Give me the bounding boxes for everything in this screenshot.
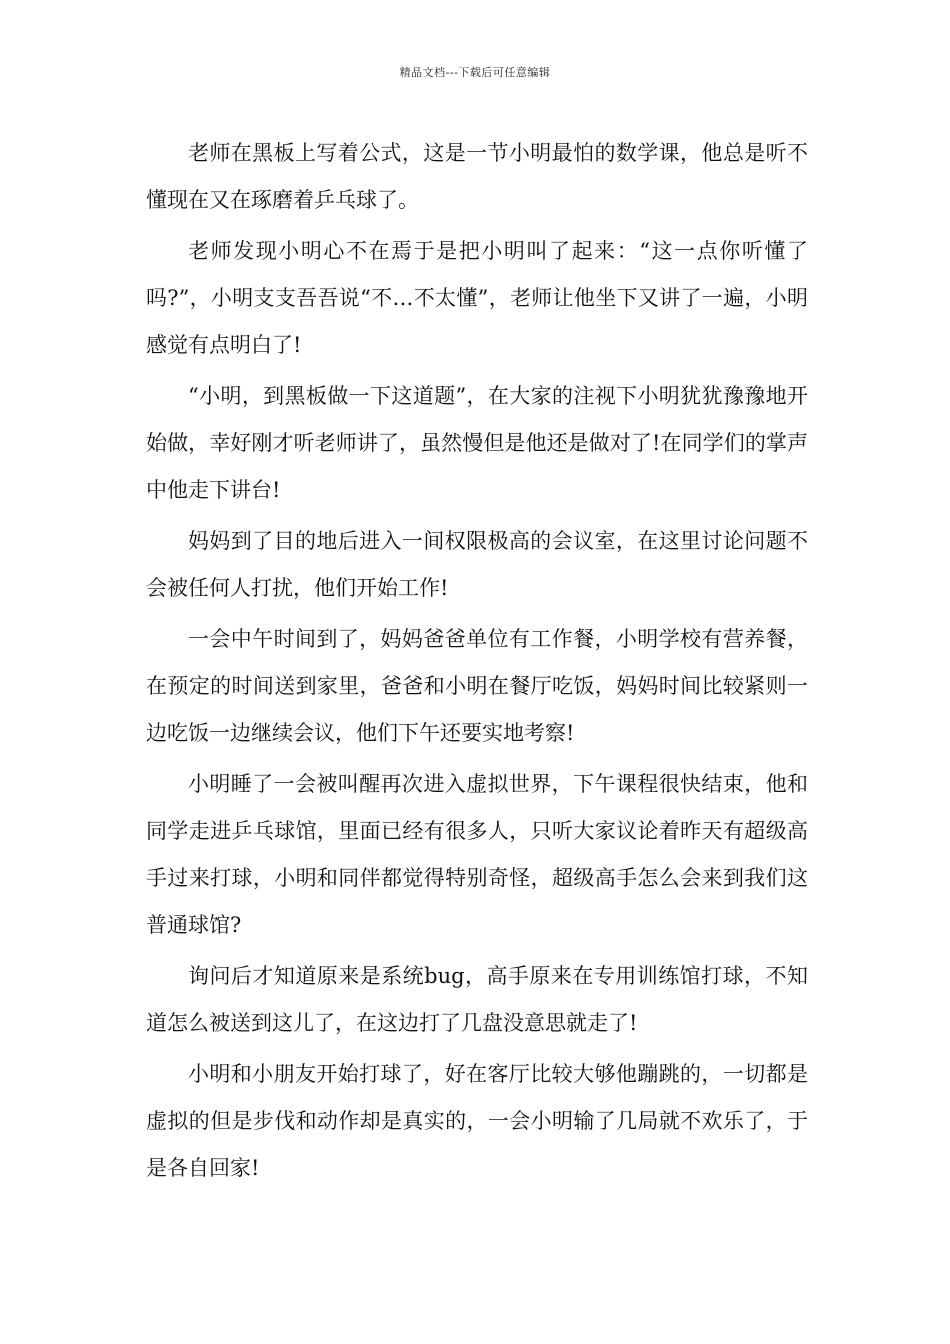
paragraph: 老师在黑板上写着公式，这是一节小明最怕的数学课，他总是听不懂现在又在琢磨着乒乓球了。	[146, 141, 808, 212]
paragraph: “小明，到黑板做一下这道题”，在大家的注视下小明犹犹豫豫地开始做，幸好刚才听老师讲了，虽然慢但是他还是做对了!在同学们的掌声中他走下讲台!	[146, 384, 808, 502]
paragraph: 询问后才知道原来是系统bug，高手原来在专用训练馆打球，不知道怎么被送到这儿了，在这边打了几盘没意思就走了!	[146, 964, 808, 1035]
page-header: 精品文档---下载后可任意编辑	[399, 66, 551, 79]
paragraph: 妈妈到了目的地后进入一间权限极高的会议室，在这里讨论问题不会被任何人打扰，他们开始工作!	[146, 529, 808, 600]
document-body	[146, 130, 808, 1196]
paragraph: 老师发现小明心不在焉于是把小明叫了起来：“这一点你听懂了吗?”，小明支支吾吾说“不…不太懂”，老师让他坐下又讲了一遍，小明感觉有点明白了!	[146, 239, 808, 357]
paragraph: 小明和小朋友开始打球了，好在客厅比较大够他蹦跳的，一切都是虚拟的但是步伐和动作却是真实的，一会小明输了几局就不欢乐了，于是各自回家!	[146, 1062, 808, 1180]
paragraph: 一会中午时间到了，妈妈爸爸单位有工作餐，小明学校有营养餐，在预定的时间送到家里，爸爸和小明在餐厅吃饭，妈妈时间比较紧则一边吃饭一边继续会议，他们下午还要实地考察!	[146, 627, 808, 745]
paragraph: 小明睡了一会被叫醒再次进入虚拟世界，下午课程很快结束，他和同学走进乒乓球馆，里面已经有很多人，只听大家议论着昨天有超级高手过来打球，小明和同伴都觉得特别奇怪，超级高手怎么会来到我们这普通球馆?	[146, 772, 808, 937]
